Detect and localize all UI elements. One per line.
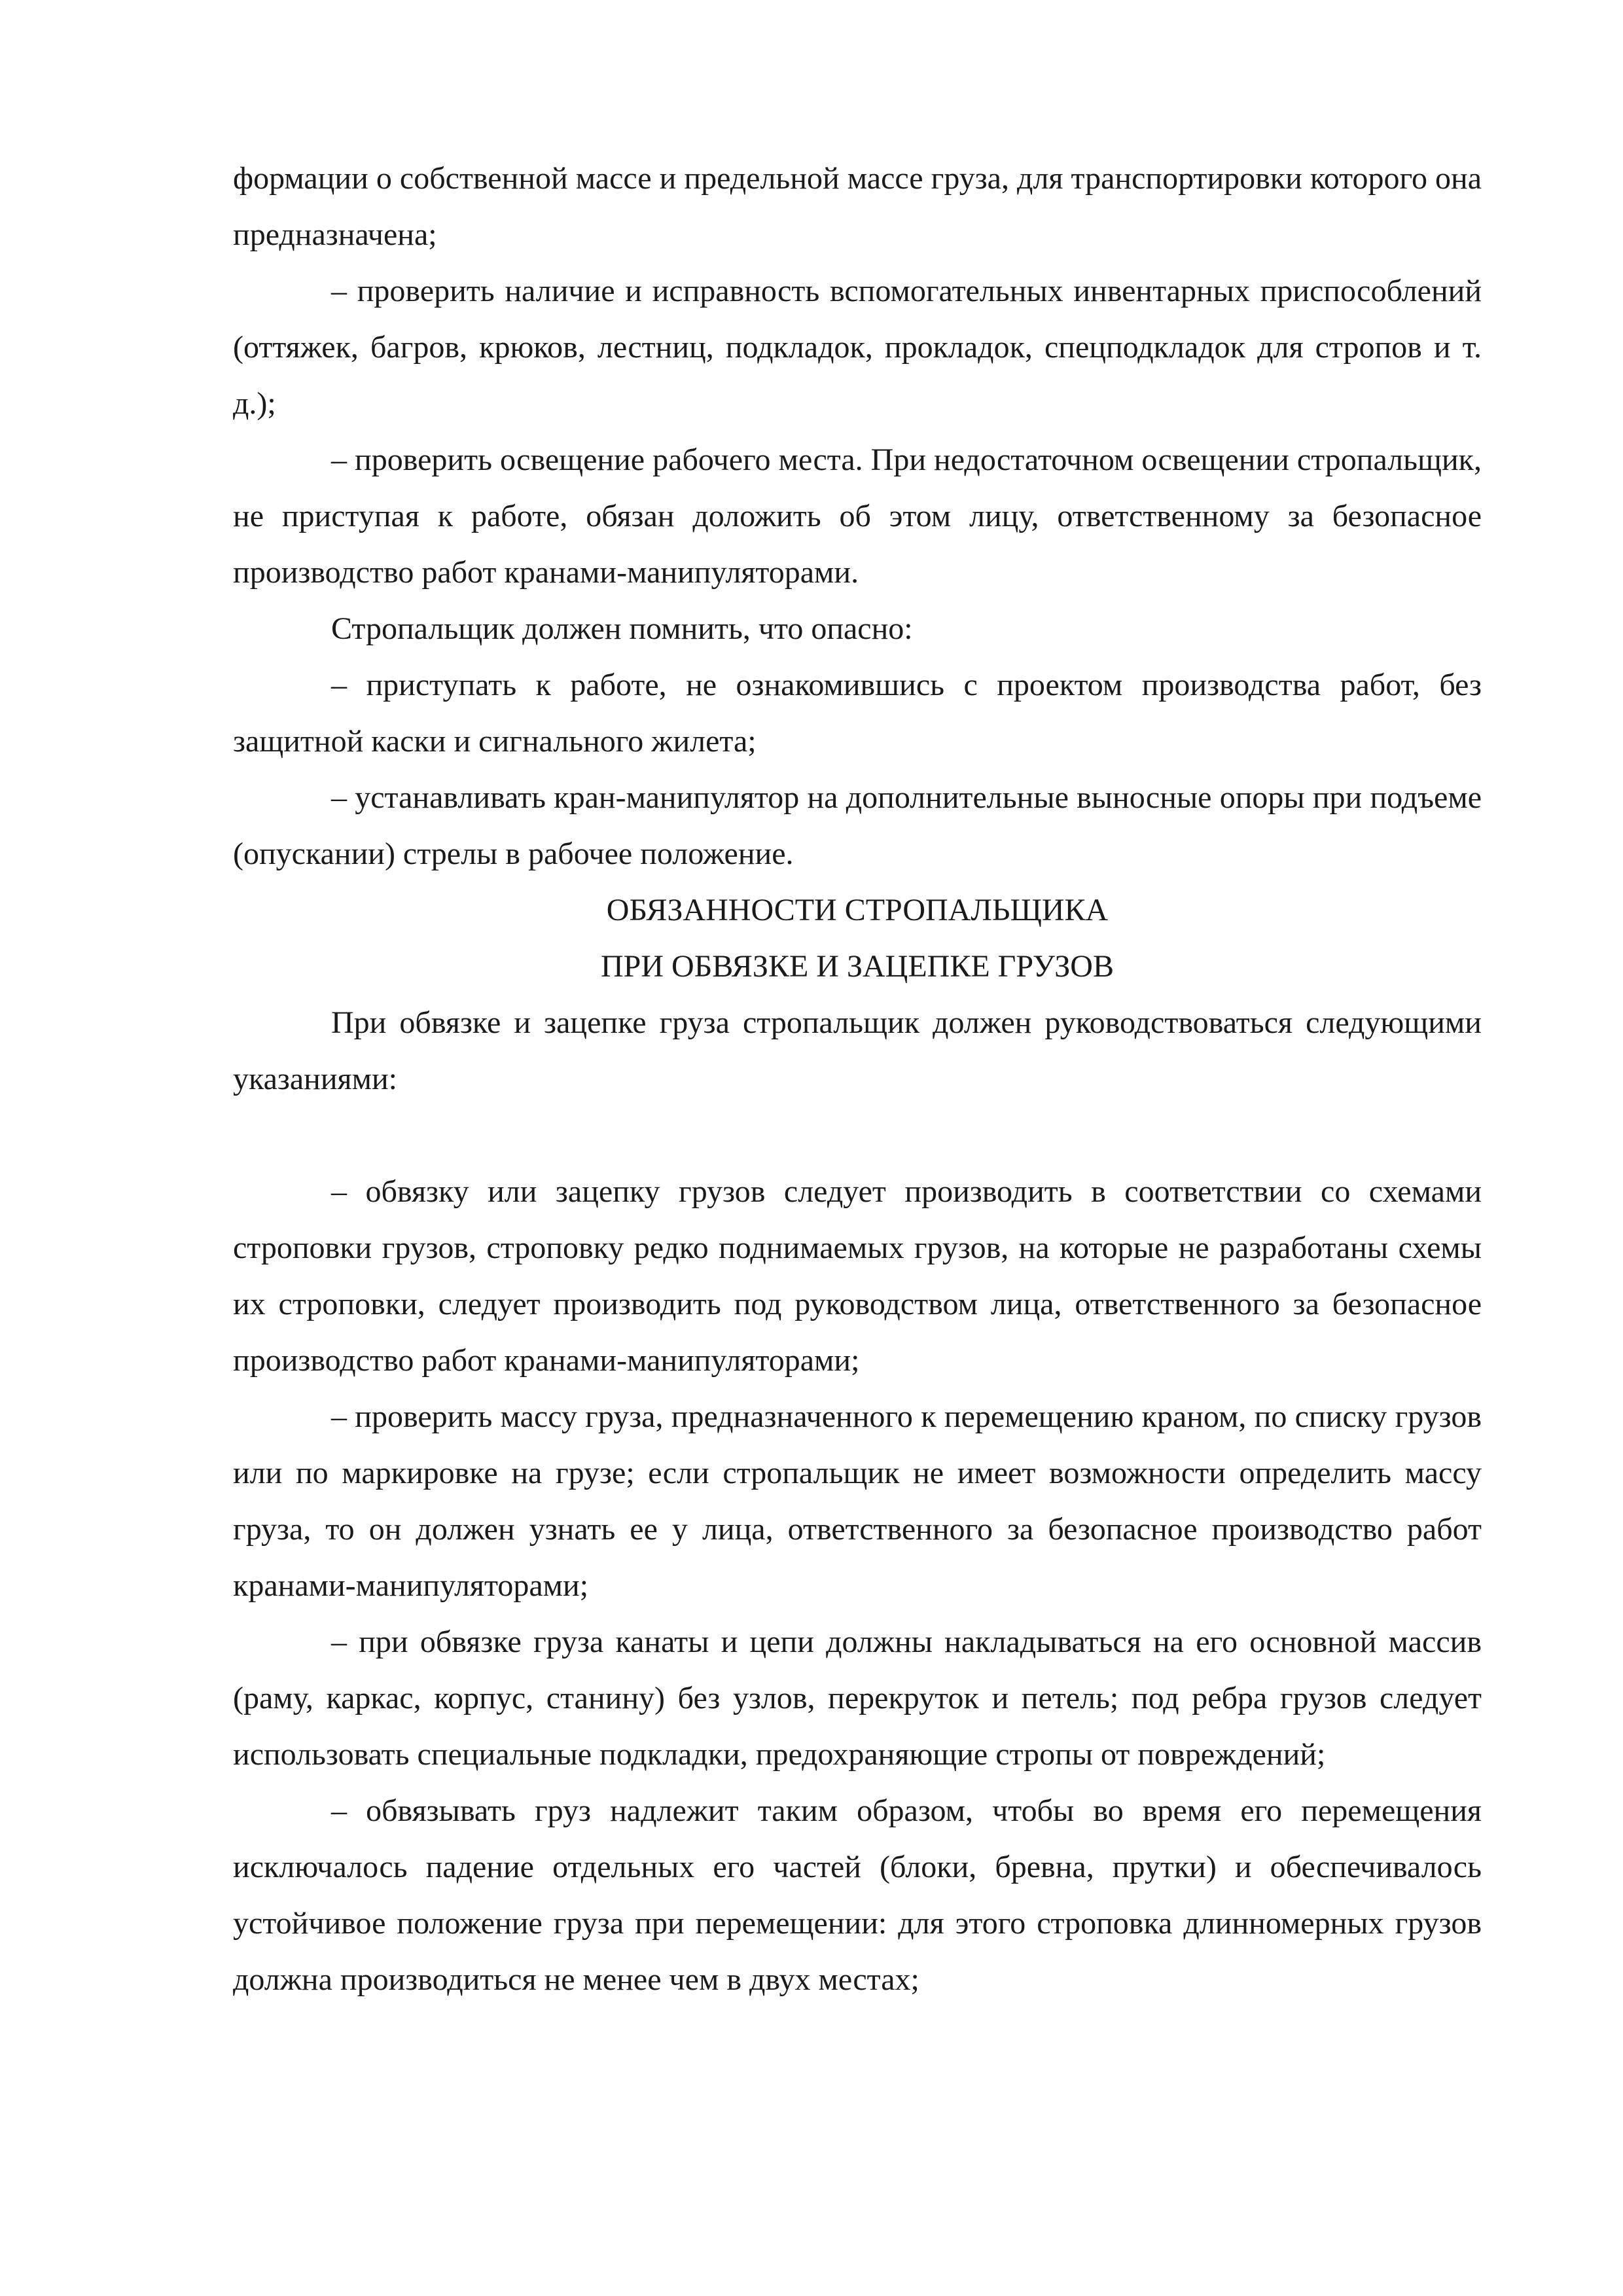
section-heading-line-1: ОБЯЗАННОСТИ СТРОПАЛЬЩИКА [606,893,1109,927]
paragraph-section-intro: При обвязке и зацепке груза стропальщик должен руководствоваться следующими указаниями: [233,1005,1482,1096]
list-item-check-lighting: – проверить освещение рабочего места. При недостаточном освещении стропальщик, не приступая к работе, обязан доложить об этом лицу, ответственному за безопасное производство работ кранами-манипуляторами. [233,442,1482,590]
list-item-slinging-schemes: – обвязку или зацепку грузов следует производить в соответствии со схемами строповки грузов, строповку редко поднимаемых грузов, на которые не разработаны схемы их строповки, следует производить под руководством лица, ответственного за безопасное производство работ кранами-манипуляторами; [233,1174,1482,1378]
blank-gap [233,1107,1482,1164]
list-item-check-load-mass: – проверить массу груза, предназначенного к перемещению краном, по списку грузов или по маркировке на грузе; если стропальщик не имеет возможности определить массу груза, то он должен узнать ее у лица, ответственного за безопасное производство работ кранами-манипуляторами; [233,1399,1482,1603]
list-item-ropes-chains: – при обвязке груза канаты и цепи должны накладываться на его основной массив (раму, каркас, корпус, станину) без узлов, перекруток и петель; под ребра грузов следует использовать специальные подкладки, предохраняющие стропы от повреждений; [233,1624,1482,1772]
document-body [233,151,1482,2008]
list-item-danger-no-project: – приступать к работе, не ознакомившись с проектом производства работ, без защитной каски и сигнального жилета; [233,668,1482,759]
list-item-check-fixtures: – проверить наличие и исправность вспомогательных инвентарных приспособлений (оттяжек, багров, крюков, лестниц, подкладок, прокладок, спецподкладок для стропов и т. д.); [233,274,1482,421]
list-item-tie-load: – обвязывать груз надлежит таким образом, чтобы во время его перемещения исключалось падение отдельных его частей (блоки, бревна, прутки) и обеспечивалось устойчивое положение груза при перемещении: для этого строповка длинномерных грузов должна производиться не менее чем в двух местах; [233,1793,1482,1997]
list-item-danger-outriggers: – устанавливать кран-манипулятор на дополнительные выносные опоры при подъеме (опускании) стрелы в рабочее положение. [233,780,1482,871]
paragraph-continuation: формации о собственной массе и предельной массе груза, для транспортировки которого она предназначена; [233,161,1482,252]
paragraph-dangers-intro: Стропальщик должен помнить, что опасно: [331,611,913,646]
section-heading-line-2: ПРИ ОБВЯЗКЕ И ЗАЦЕПКЕ ГРУЗОВ [601,949,1114,984]
